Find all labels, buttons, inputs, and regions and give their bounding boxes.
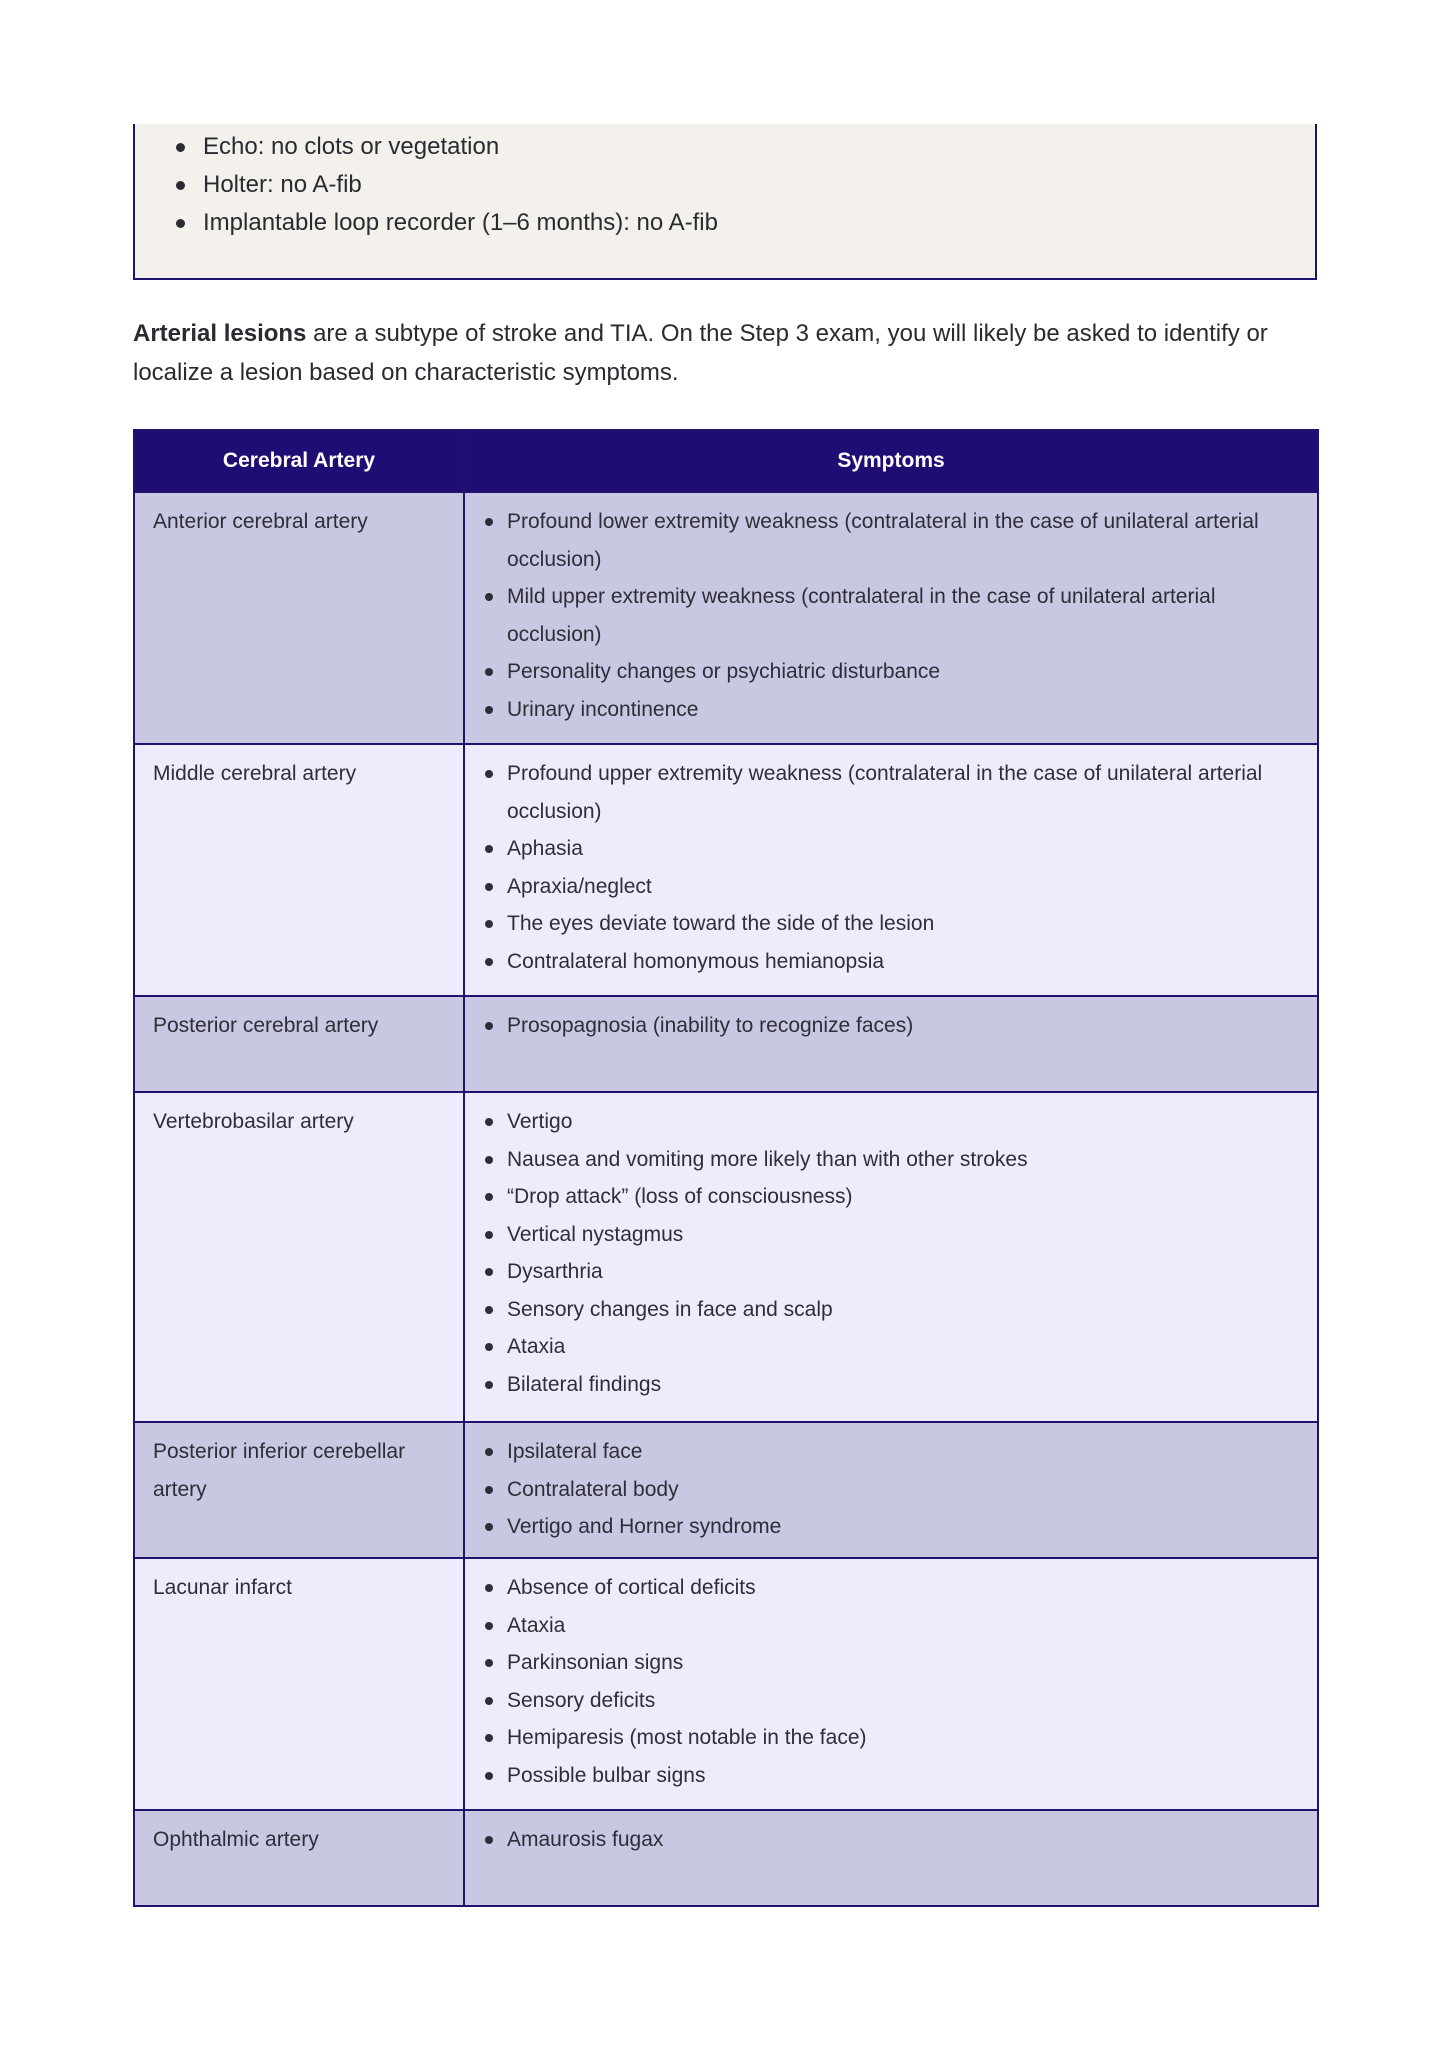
- intro-bold-term: Arterial lesions: [133, 320, 307, 347]
- symptom-item: Vertigo: [507, 1103, 1299, 1141]
- header-symptoms: Symptoms: [464, 430, 1318, 492]
- intro-paragraph: [133, 314, 1323, 392]
- symptom-item: Personality changes or psychiatric disturbance: [507, 653, 1299, 691]
- symptom-item: Dysarthria: [507, 1253, 1299, 1291]
- table-row: [134, 1092, 1318, 1422]
- callout-item: Implantable loop recorder (1–6 months): no A-fib: [203, 204, 1315, 242]
- symptom-item: Nausea and vomiting more likely than with other strokes: [507, 1141, 1299, 1179]
- symptom-item: Possible bulbar signs: [507, 1757, 1299, 1795]
- symptom-item: Urinary incontinence: [507, 691, 1299, 729]
- symptoms-cell: [464, 1558, 1318, 1810]
- artery-name-cell: Lacunar infarct: [134, 1558, 464, 1810]
- symptom-list: [483, 1821, 1299, 1859]
- symptom-list: [483, 503, 1299, 728]
- symptom-item: Sensory deficits: [507, 1682, 1299, 1720]
- symptom-item: Sensory changes in face and scalp: [507, 1291, 1299, 1329]
- symptom-item: Ataxia: [507, 1328, 1299, 1366]
- artery-name-cell: Anterior cerebral artery: [134, 492, 464, 744]
- symptom-item: Ipsilateral face: [507, 1433, 1299, 1471]
- symptom-list: [483, 755, 1299, 980]
- artery-name-cell: Posterior inferior cerebellar artery: [134, 1422, 464, 1558]
- artery-name-cell: Posterior cerebral artery: [134, 996, 464, 1092]
- symptom-item: Absence of cortical deficits: [507, 1569, 1299, 1607]
- symptoms-cell: [464, 996, 1318, 1092]
- callout-list: [135, 124, 1315, 242]
- symptom-item: Bilateral findings: [507, 1366, 1299, 1404]
- symptoms-cell: [464, 1092, 1318, 1422]
- symptom-list: [483, 1007, 1299, 1045]
- symptom-item: Profound lower extremity weakness (contralateral in the case of unilateral arterial occlusion): [507, 503, 1299, 578]
- symptom-list: [483, 1433, 1299, 1546]
- symptom-item: Prosopagnosia (inability to recognize faces): [507, 1007, 1299, 1045]
- table-row: [134, 492, 1318, 744]
- symptom-item: Contralateral body: [507, 1471, 1299, 1509]
- symptom-list: [483, 1103, 1299, 1403]
- symptom-item: Ataxia: [507, 1607, 1299, 1645]
- symptom-item: The eyes deviate toward the side of the lesion: [507, 905, 1299, 943]
- callout-item: Echo: no clots or vegetation: [203, 128, 1315, 166]
- symptom-item: Hemiparesis (most notable in the face): [507, 1719, 1299, 1757]
- symptom-item: Profound upper extremity weakness (contralateral in the case of unilateral arterial occlusion): [507, 755, 1299, 830]
- artery-name-cell: Middle cerebral artery: [134, 744, 464, 996]
- table-header-row: [134, 430, 1318, 492]
- table-body: [134, 492, 1318, 1906]
- symptoms-cell: [464, 492, 1318, 744]
- symptom-item: “Drop attack” (loss of consciousness): [507, 1178, 1299, 1216]
- symptom-item: Apraxia/neglect: [507, 868, 1299, 906]
- table-row: [134, 1558, 1318, 1810]
- intro-text: are a subtype of stroke and TIA. On the Step 3 exam, you will likely be asked to identify or localize a lesion based on characteristic symptoms.: [133, 320, 1268, 386]
- diagnostic-callout-box: [133, 124, 1317, 280]
- cerebral-artery-table: [133, 429, 1319, 1907]
- symptom-item: Vertical nystagmus: [507, 1216, 1299, 1254]
- artery-name-cell: Vertebrobasilar artery: [134, 1092, 464, 1422]
- symptom-item: Aphasia: [507, 830, 1299, 868]
- header-cerebral-artery: Cerebral Artery: [134, 430, 464, 492]
- symptoms-cell: [464, 1422, 1318, 1558]
- symptoms-cell: [464, 744, 1318, 996]
- symptom-item: Parkinsonian signs: [507, 1644, 1299, 1682]
- symptom-item: Mild upper extremity weakness (contralateral in the case of unilateral arterial occlusion): [507, 578, 1299, 653]
- symptom-list: [483, 1569, 1299, 1794]
- table-row: [134, 996, 1318, 1092]
- artery-name-cell: Ophthalmic artery: [134, 1810, 464, 1906]
- symptom-item: Contralateral homonymous hemianopsia: [507, 943, 1299, 981]
- callout-item: Holter: no A-fib: [203, 166, 1315, 204]
- table-row: [134, 1422, 1318, 1558]
- table-row: [134, 1810, 1318, 1906]
- symptom-item: Vertigo and Horner syndrome: [507, 1508, 1299, 1546]
- symptoms-cell: [464, 1810, 1318, 1906]
- symptom-item: Amaurosis fugax: [507, 1821, 1299, 1859]
- table-row: [134, 744, 1318, 996]
